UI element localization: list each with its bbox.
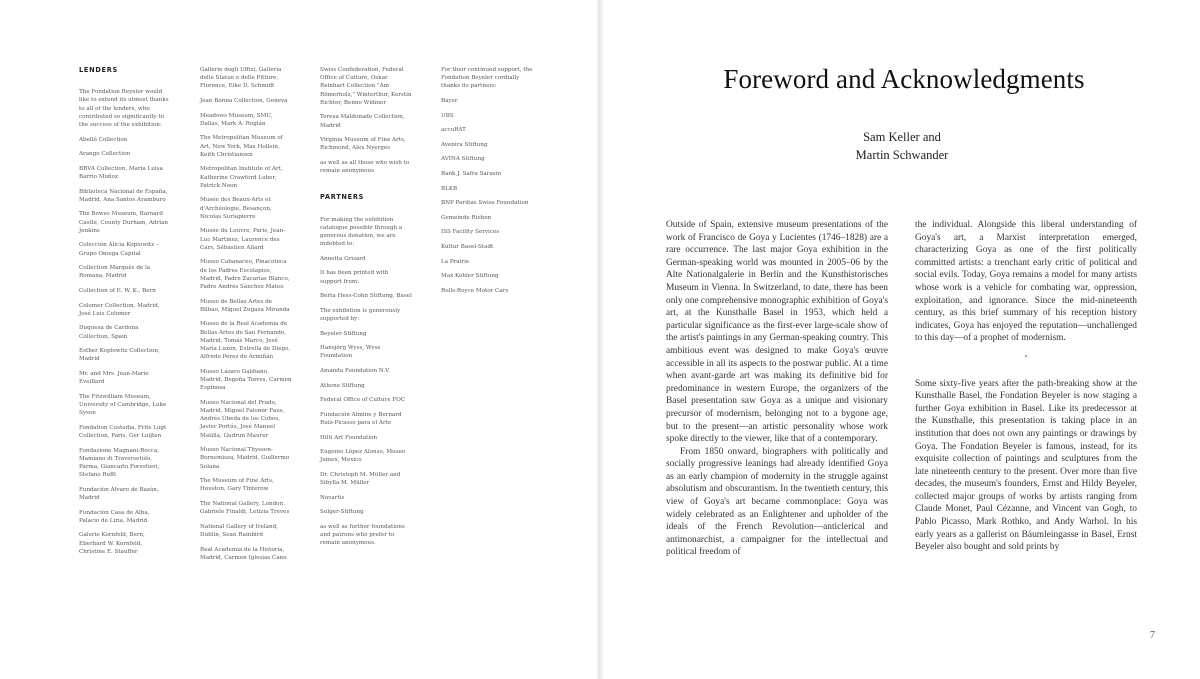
lender-item: Esther Koplowitz Collection, Madrid — [79, 348, 160, 363]
lender-item: The Fitzwilliam Museum, University of Cambridge, Luke Syson — [79, 393, 167, 417]
partner-item: For making the exhibition catalogue possible through a generous donation, we are indebted to: — [320, 216, 403, 248]
lender-item: The National Gallery, London, Gabriele Finaldi, Letizia Treves — [200, 501, 290, 516]
partner-item: Annetta Grisard — [320, 255, 366, 262]
lender-item: Gallerie degli Uffizi, Galleria delle Statue e delle Pitture, Florence, Eike D. Schmidt — [200, 67, 282, 90]
lender-item: Musée du Louvre, Paris, Jean-Luc Martinez, Laurence des Cars, Sébastien Allard — [200, 228, 286, 251]
supporter-item: BNP Paribas Swiss Foundation — [441, 200, 529, 207]
lender-item: The Metropolitan Museum of Art, New York, Max Hollein, Keith Christiansen — [200, 135, 283, 158]
lender-item: Galerie Kornfeld, Bern, Eberhard W. Kornfeld, Christine E. Stauffer — [79, 532, 145, 555]
supporter-item: ISS Facility Services — [441, 229, 500, 236]
supporter-item: UBS — [441, 112, 454, 119]
supporter-item: Bayer — [441, 98, 458, 104]
supporter-item: Kultur Basel-Stadt — [441, 243, 494, 250]
lender-item: Colección Alicia Koplowitz – Grupo Omega Capital — [79, 242, 159, 257]
partner-item: Athene Stiftung — [320, 382, 365, 389]
lender-item: Collection of E. W. K., Bern — [79, 287, 156, 294]
lenders-partners-column — [320, 66, 412, 554]
partner-item: Sulger-Stiftung — [320, 509, 364, 516]
supporter-item: AVINA Stiftung — [441, 156, 485, 163]
body-paragraph: From 1850 onward, biographers with politically and socially progressive leanings had already identified Goya as an early champion of modernity in the struggle against absolutism and obscurantism. In the twentieth century, this view of Goya's art became commonplace: Goya was widely celebrated as an Enlightener and upholder of the ideals of the French Revolution—anticlerical and antimonarchist, a campaigner for the intellectual and political freedom of — [666, 446, 888, 558]
supporters-column — [441, 66, 536, 301]
lender-item: Swiss Confederation, Federal Office of Culture, Oskar Reinhart Collection "Am Römerholz," Winterthur, Kerstin Richter, Benno Widmer — [320, 67, 412, 106]
supporters-intro: For their continued support, the Fondation Beyeler cordially thanks its partners: — [441, 67, 533, 90]
supporter-item: BLKB — [441, 185, 458, 192]
section-ornament: * — [1024, 354, 1028, 361]
partner-item: Eugenio López Alonso, Museo Jumex, Mexico — [320, 449, 406, 464]
supporter-item: Gemeinde Riehen — [441, 214, 492, 221]
supporter-item: Max Kohler Stiftung — [441, 273, 499, 280]
lender-item: Metropolitan Institute of Art, Katherine Crawford Luber, Patrick Noon — [200, 166, 283, 189]
lender-item: Biblioteca Nacional de España, Madrid, Ana Santos Aramburo — [79, 188, 168, 203]
lenders-column-1 — [79, 66, 169, 562]
page-number: 7 — [1150, 630, 1155, 641]
body-paragraph: the individual. Alongside this liberal understanding of Goya's art, a Marxist interpretation emerged, characterizing Goya as one of the first politically committed artists: a trenchant early critic of political and social evils. Today, Goya remains a model for many artists whose work is a vehicle for combating war, oppression, exploitation, and ignorance. Since the mid-nineteenth century, as this brief summary of his reception history indicates, Goya has enjoyed the reputation—unchallenged to this day—of a prophet of modernism. — [915, 220, 1137, 344]
lender-item: Duquesa de Cardona Collection, Spain — [79, 325, 139, 340]
partner-item: Novartis — [320, 494, 345, 501]
lender-item: Colomer Collection, Madrid, José Luis Colomer — [79, 302, 160, 317]
lender-item: Collection Marquès de la Romana, Madrid — [79, 265, 151, 280]
lender-item: Fundación Álvaro de Bazán, Madrid — [79, 486, 159, 501]
lender-item: Museo de Bellas Artes de Bilbao, Miguel Zugaza Miranda — [200, 298, 290, 313]
lender-item: Fundación Casa de Alba, Palacio de Liria, Madrid — [79, 509, 150, 524]
supporter-item: accuRAT — [441, 127, 466, 134]
partner-item: Dr. Christoph M. Müller and Sibylla M. Müller — [320, 471, 401, 487]
lender-item: Jean Bonna Collection, Geneva — [200, 98, 288, 104]
lender-item: Museo Nacional Thyssen-Bornemisza, Madrid, Guillermo Solana — [200, 447, 290, 470]
supporter-item: La Prairie — [441, 258, 470, 265]
author-line: Sam Keller and — [863, 130, 941, 144]
lender-item: Museo Cabanaceo, Pinacoteca de los Padres Escolapios, Madrid, Padre Zacarías Blanco, Padre Andrés Sánchez Mateo — [200, 259, 290, 290]
partner-item: Federal Office of Culture FOC — [320, 397, 406, 404]
partner-item: Hilti Art Foundation — [320, 434, 378, 441]
partner-item: It has been printed with support from: — [320, 270, 389, 285]
lender-item: Teresa Maldonado Collection, Madrid — [320, 114, 405, 129]
lender-item: Abelló Collection — [79, 136, 128, 143]
partner-item: as well as further foundations and patrons who prefer to remain anonymous. — [320, 523, 405, 547]
body-paragraph: Outside of Spain, extensive museum presentations of the work of Francisco de Goya y Lucientes (1746–1828) are a rare occurrence. The last major Goya exhibition in the German-speaking world was mounted in 2005–06 by the Alte Nationalgalerie in Berlin and the Kunsthistorisches Museum in Vienna. In Switzerland, to date, there has been only one comprehensive monographic exhibition of Goya's art, at the Kunsthalle Basel in 1953, which held a particular significance as the first-ever large-scale show of the artist's paintings in any German-speaking country. This ambitious event was designed to make Goya's œuvre accessible in all its aspects to the postwar public. At a time when avant-garde art was making its definitive bid for predominance in western Europe, the organizers of the Basel presentation saw Goya as a unique and visionary precursor of modernism, belonging not to a bygone age, but to the present—an artistic personality whose work spoke directly to the viewer, like that of a contemporary. — [666, 220, 888, 445]
lender-item: BBVA Collection, Maria Luisa Barrio Muñoz — [79, 165, 163, 180]
lender-item: as well as all those who wish to remain anonymous — [320, 160, 410, 175]
lender-item: The Museum of Fine Arts, Houston, Gary Tinterow — [200, 478, 274, 493]
partner-item: Berta Hess-Cohn Stiftung, Basel — [320, 293, 412, 300]
lenders-heading: LENDERS — [79, 66, 118, 74]
partner-item: Amanda Foundation N.V. — [320, 367, 390, 374]
author-line: Martin Schwander — [855, 148, 949, 162]
lender-item: Real Academia de la Historia, Madrid, Carmen Iglesias Cano — [200, 546, 287, 561]
partner-item: Fundación Almine y Bernard Ruiz-Picasso para el Arte — [320, 411, 402, 426]
lender-item: Museo Lázaro Galdiano, Madrid, Begoña Torres, Carmen Espinosa — [200, 368, 292, 392]
lender-item: Museo de la Real Academia de Bellas Artes de San Fernando, Madrid, Tomás Marco, José María Luzón, Estrella de Diego, Alfredo Pérez de Armiñán — [200, 321, 291, 361]
lender-item: Fondazione Magnani-Rocca, Mamiano di Traversetolo, Parma, Giancarlo Forestieri, Stefano Roffi — [79, 447, 160, 479]
lenders-intro: The Fondation Beyeler would like to extend its utmost thanks to all of the lenders, who contributed so significantly to the success of the exhibition: — [79, 89, 169, 129]
supporter-item: Rolls-Royce Motor Cars — [441, 287, 509, 294]
lender-item: Mr. and Mrs. Jean-Marie Eveillard — [79, 370, 149, 386]
left-page — [0, 0, 597, 679]
foreword-body-left-column — [666, 219, 888, 559]
partner-item: Hansjörg Wyss, Wyss Foundation — [320, 345, 381, 360]
foreword-title: Foreword and Acknowledgments — [723, 64, 1085, 94]
partner-item: The exhibition is generously supported by: — [320, 307, 401, 322]
partners-heading: PARTNERS — [320, 193, 365, 202]
foreword-body-right-column — [915, 219, 1137, 554]
supporter-item: Bank J. Safra Sarasin — [441, 170, 502, 177]
lender-item: Meadows Museum, SMU, Dallas, Mark A. Roglán — [200, 112, 273, 127]
lender-item: Arango Collection — [79, 151, 131, 158]
lender-item: The Bowes Museum, Barnard Castle, County Durham, Adrian Jenkins — [79, 211, 169, 234]
lender-item: Fondation Custodia, Frits Lugt Collection, Paris, Ger Luijten — [79, 424, 167, 439]
lender-item: Museo Nacional del Prado, Madrid, Miguel Falomir Faus, Andrés Úbeda de los Cobos, Javier Portús, José Manuel Matilla, Gudrun Maurer — [200, 399, 285, 439]
partner-item: Beyeler-Stiftung — [320, 330, 367, 337]
lender-item: Virginia Museum of Fine Arts, Richmond, Alex Nyerges — [320, 137, 406, 152]
lender-item: National Gallery of Ireland, Dublin, Sean Rainbird — [200, 523, 278, 538]
supporter-item: Avenira Stiftung — [441, 141, 488, 148]
foreword-authors — [780, 128, 1024, 164]
lender-item: Musée des Beaux-Arts et d'Archéologie, Besançon, Nicolas Surlapierre — [200, 197, 272, 220]
lenders-column-2 — [200, 66, 292, 568]
body-paragraph: Some sixty-five years after the path-breaking show at the Kunsthalle Basel, the Fondation Beyeler is now staging a further Goya exhibition in Basel. Like its predecessor at the Kunsthalle, this presentation is taking place in an institution that does not own any paintings or drawings by Goya. The Fondation Beyeler is famous, instead, for its exquisite collection of paintings and sculptures from the late nineteenth century to the present. Over more than five decades, the museum's founders, Ernst and Hildy Beyeler, collected major groups of works by artists ranging from Claude Monet, Paul Cézanne, and Vincent van Gogh, to Pablo Picasso, Mark Rothko, and Andy Warhol. In his early years as a gallerist on Bäumleingasse in Basel, Ernst Beyeler also bought and sold prints by — [915, 378, 1137, 553]
